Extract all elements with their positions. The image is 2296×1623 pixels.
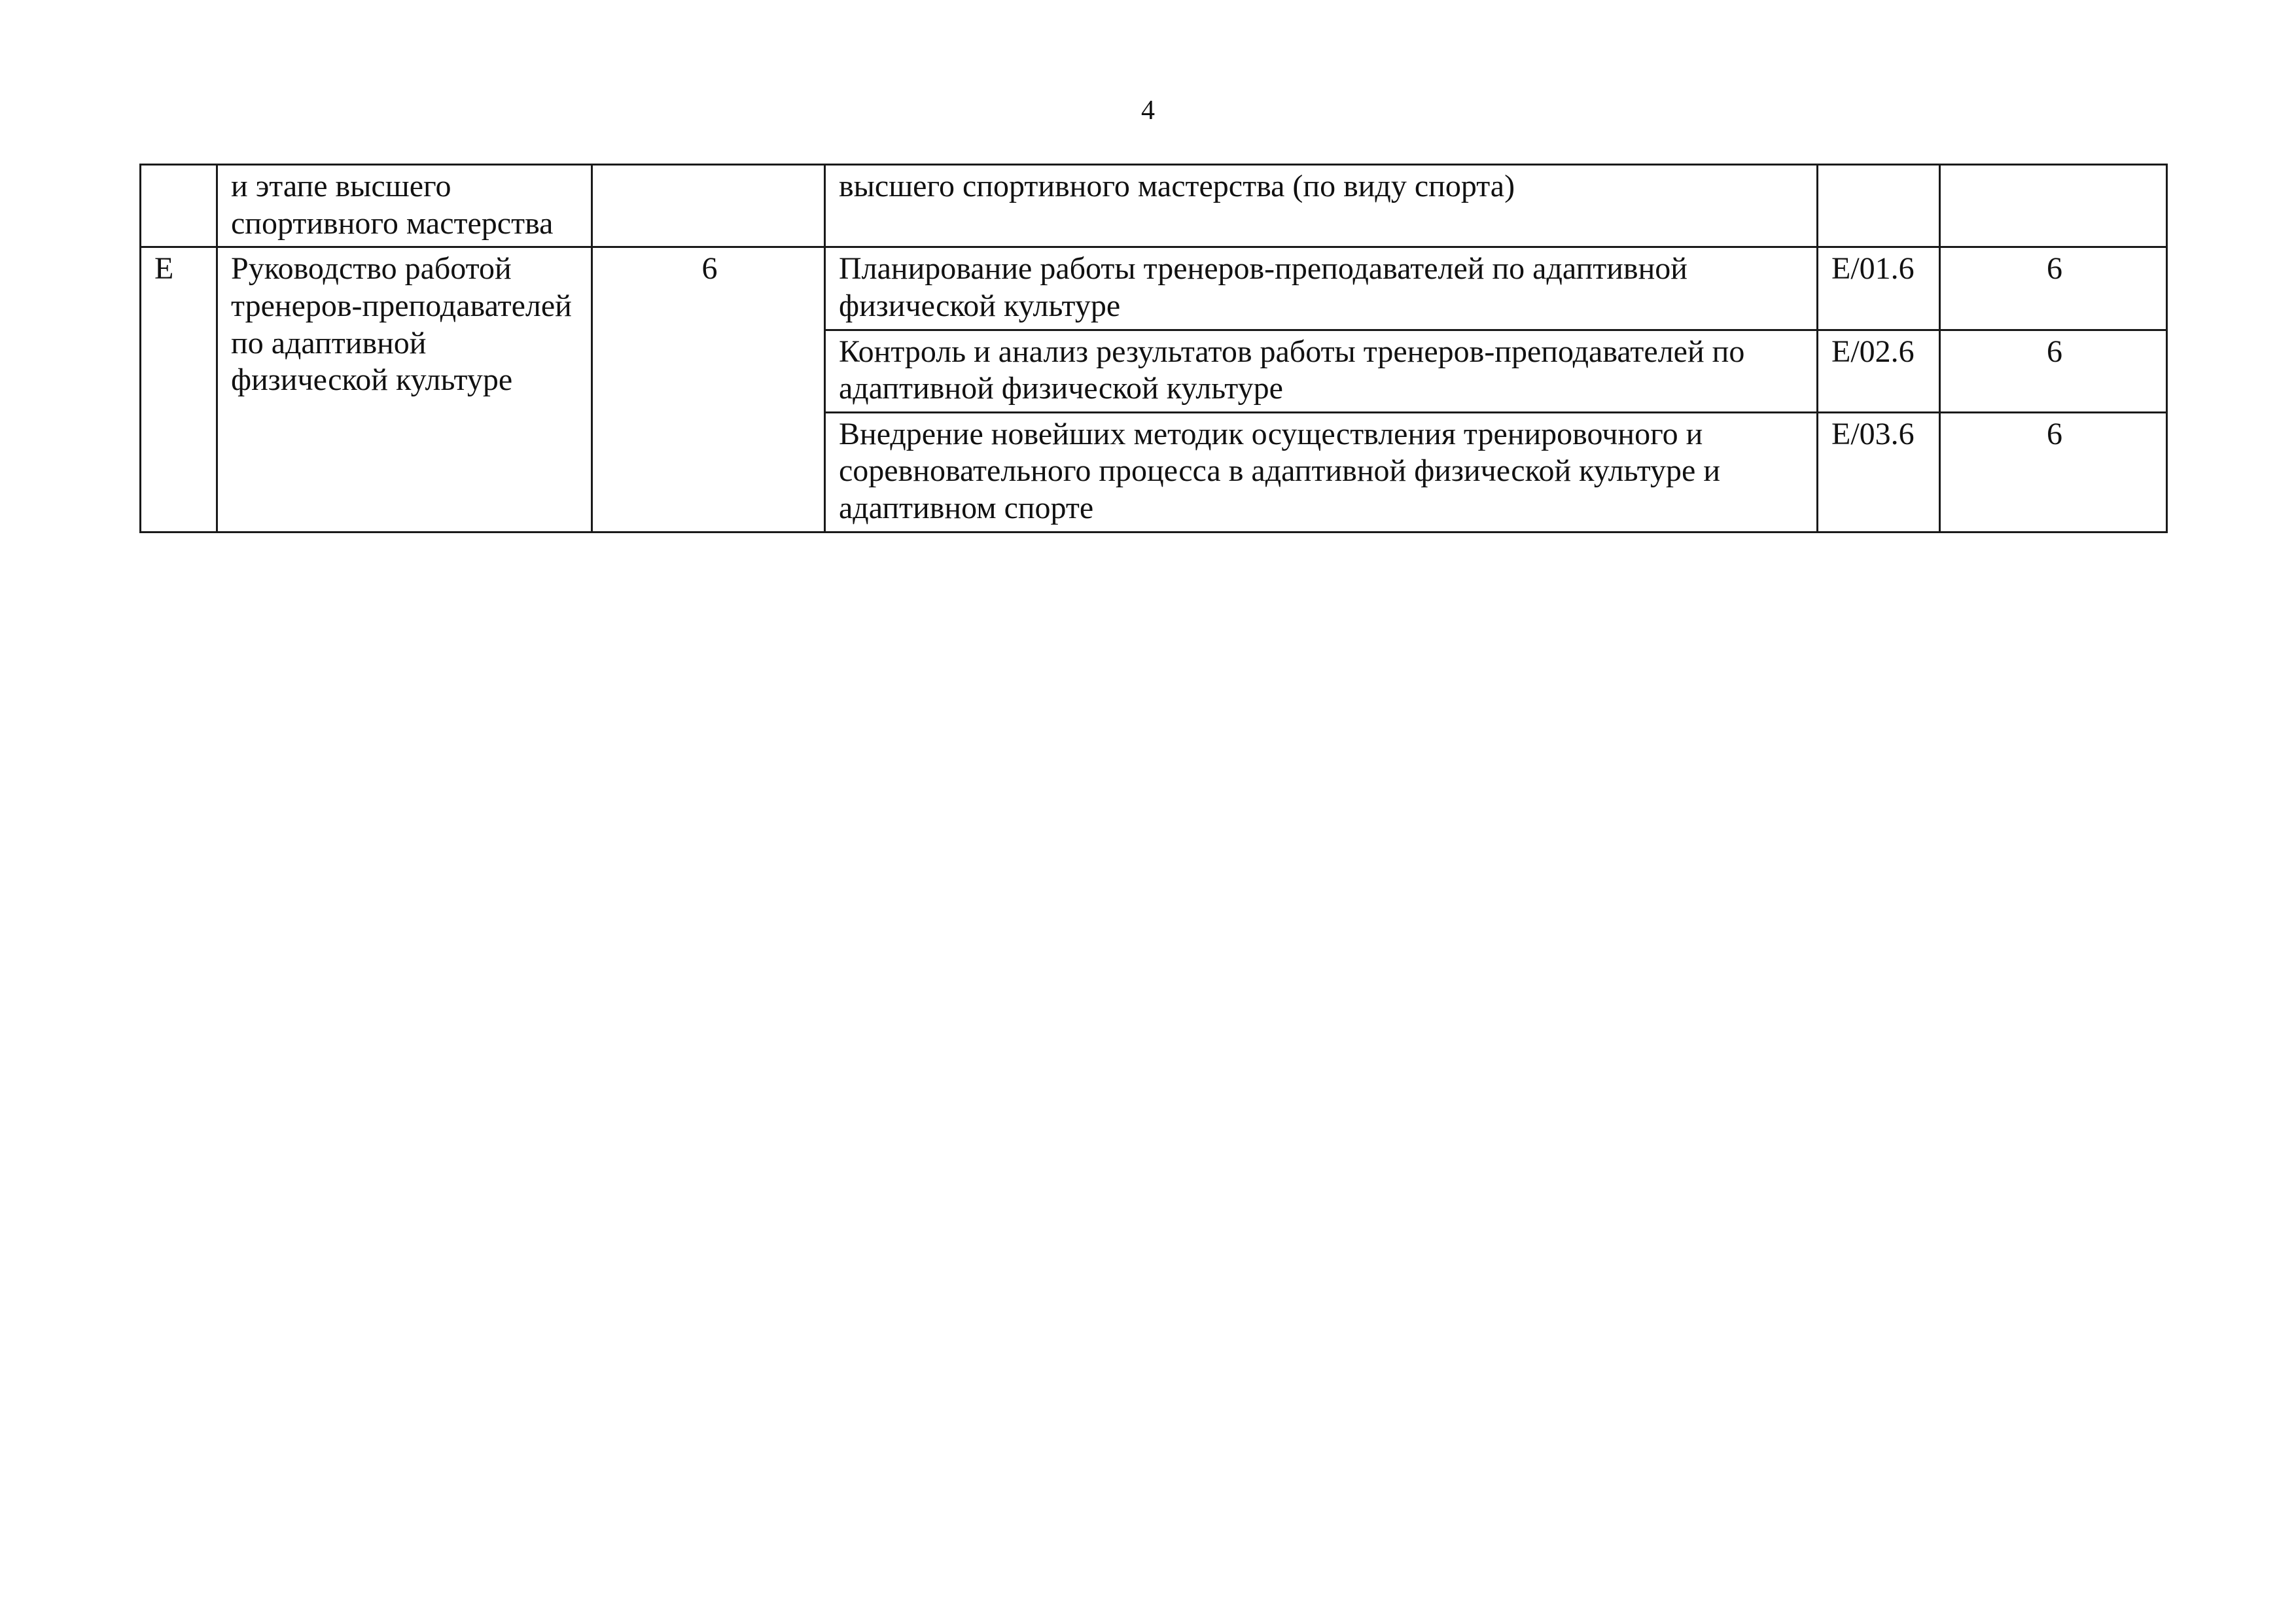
labor-function-sublevel: 6	[1940, 330, 2167, 412]
qualification-level: 6	[592, 247, 825, 532]
labor-function-sublevel: 6	[1940, 247, 2167, 330]
generalized-function-code: E	[141, 247, 217, 532]
cell-sublevel-empty	[1940, 165, 2167, 247]
functions-table	[139, 164, 2168, 533]
cell-level-empty	[592, 165, 825, 247]
table-row	[141, 247, 2167, 330]
cell-labor-function-continued: высшего спортивного мастерства (по виду спорта)	[825, 165, 1818, 247]
page-number: 4	[1141, 96, 1155, 126]
table-row-continued	[141, 165, 2167, 247]
functions-table-wrapper	[139, 164, 2166, 533]
cell-code-empty	[141, 165, 217, 247]
labor-function-name: Планирование работы тренеров-преподавателей по адаптивной физической культуре	[825, 247, 1818, 330]
labor-function-name: Внедрение новейших методик осуществления тренировочного и соревновательного процесса в адаптивной физической культуре и адаптивном спорте	[825, 412, 1818, 532]
generalized-function-name: Руководство работой тренеров-преподавателей по адаптивной физической культуре	[217, 247, 592, 532]
cell-fcode-empty	[1818, 165, 1940, 247]
labor-function-code: E/03.6	[1818, 412, 1940, 532]
labor-function-code: E/01.6	[1818, 247, 1940, 330]
labor-function-code: E/02.6	[1818, 330, 1940, 412]
labor-function-name: Контроль и анализ результатов работы тренеров-преподавателей по адаптивной физической культуре	[825, 330, 1818, 412]
cell-function-name-continued: и этапе высшего спортивного мастерства	[217, 165, 592, 247]
labor-function-sublevel: 6	[1940, 412, 2167, 532]
